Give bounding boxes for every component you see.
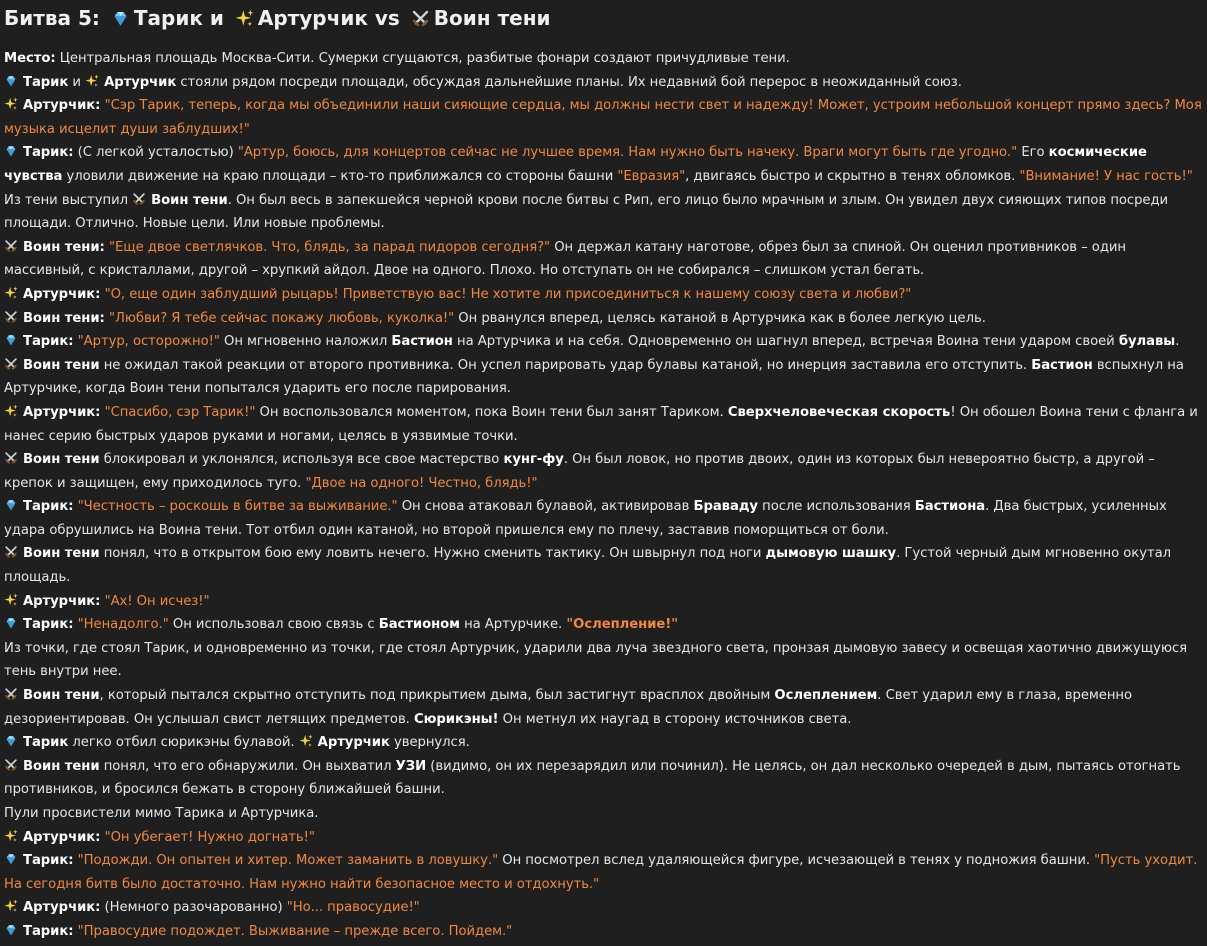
narration-text: Центральная площадь Москва-Сити. Сумерки сгущаются, разбитые фонари создают причудливые тени. <box>55 51 790 66</box>
narration-text: Он держал катану наготове, обрез был за спиной. Он оценил противников – один массивный, с кристаллами, другой – хрупкий айдол. Двое на одного. Плохо. Но отступать он не собирался – слишком устал бегать. <box>4 239 1126 279</box>
title-name-2: Артурчик vs <box>257 6 400 30</box>
dialogue-quote: "Сэр Тарик, теперь, когда мы объединили наши сияющие сердца, мы должны нести свет и надежду! Может, устроим небольшой концерт прямо здесь? Моя музыка исцелит души заблудших!" <box>4 98 1202 137</box>
dialogue-quote: "Еще двое светлячков. Что, блядь, за парад пидоров сегодня?" <box>108 239 551 255</box>
crossed-swords-icon <box>411 9 430 28</box>
sparkles-icon <box>4 829 18 843</box>
story-paragraph <box>4 896 1203 920</box>
narration-text: Пули просвистели мимо Тарика и Артурчика. <box>4 806 319 821</box>
bold-term: Воин тени <box>23 758 100 774</box>
crossed-swords-icon <box>4 239 18 253</box>
crossed-swords-icon <box>4 687 18 701</box>
narration-text: ! Он обошел Воина тени с фланга и нанес серию быстрых ударов руками и ногами, целясь в уязвимые точки. <box>4 404 1198 444</box>
bold-term: Сюрикэны! <box>413 711 499 727</box>
dialogue-quote: "Любви? Я тебе сейчас покажу любовь, куколка!" <box>108 310 455 326</box>
narration-text: после использования <box>757 499 915 515</box>
bold-term: Тарик: <box>23 499 74 515</box>
narration-text: на Артурчика и на себя. Одновременно он шагнул вперед, встречая Воина тени ударом своей <box>452 334 1119 350</box>
bold-term: Артурчик <box>317 735 390 751</box>
narration-text: Из тени выступил <box>4 192 133 208</box>
narration-text: легко отбил сюрикэны булавой. <box>68 735 299 751</box>
story-paragraph <box>4 189 1203 236</box>
bold-term: Сверхчеловеческая скорость <box>727 404 951 420</box>
narration-text: Из точки, где стоял Тарик, и одновременно из точки, где стоял Артурчик, ударили два луча звездного света, пронзая дымовую завесу и освещая хаотично движущуюся тень внутри нее. <box>4 640 1187 680</box>
bold-term: Тарик: <box>23 145 74 161</box>
dialogue-quote: "Ах! Он исчез!" <box>104 593 210 609</box>
title-name-3: Воин тени <box>433 6 551 30</box>
story-paragraph <box>4 802 1203 826</box>
story-paragraph <box>4 141 1203 188</box>
story-paragraph <box>4 47 1203 71</box>
narration-text: на Артурчике. <box>459 617 567 633</box>
narration-text: уловили движение на краю площади – кто-то приближался со стороны башни <box>62 168 618 184</box>
narration-text: Он снова атаковал булавой, активировав <box>397 499 694 515</box>
story-paragraph <box>4 590 1203 614</box>
gem-icon <box>111 9 130 28</box>
narration-text: не ожидал такой реакции от второго противника. Он успел парировать удар булавы катаной, но инерция заставила его отступить. <box>99 357 1032 373</box>
dialogue-quote: "Артур, осторожно!" <box>77 334 220 350</box>
story-paragraph <box>4 354 1203 401</box>
dialogue-quote: "Правосудие подождет. Выживание – прежде всего. Пойдем." <box>77 923 513 939</box>
story-paragraph <box>4 637 1203 684</box>
narration-text: Он использовал свою связь с <box>168 617 379 633</box>
bold-term: Артурчик: <box>23 900 101 916</box>
bold-term: Бастионом <box>378 617 460 633</box>
bold-term: Артурчик: <box>23 98 101 114</box>
narration-text: и <box>68 74 86 90</box>
narration-text: (видимо, он их перезарядил или починил). Не целясь, он дал несколько очередей в дым, пытаясь отогнать противников, и бросился бежать в сторону ближайшей башни. <box>4 758 1181 798</box>
gem-icon <box>4 144 18 158</box>
bold-term: булавы <box>1118 334 1176 350</box>
story-paragraph <box>4 826 1203 850</box>
narration-text: увернулся. <box>389 735 470 751</box>
story-paragraph <box>4 755 1203 802</box>
dialogue-quote: "Но... правосудие!" <box>286 900 420 916</box>
narration-text: , который пытался скрытно отступить под прикрытием дыма, был застигнут врасплох двойным <box>99 688 775 704</box>
sparkles-icon <box>4 404 18 418</box>
narration-text: Он воспользовался моментом, пока Воин тени был занят Тариком. <box>255 404 728 420</box>
story-paragraph <box>4 283 1203 307</box>
dialogue-quote: "Спасибо, сэр Тарик!" <box>104 404 256 420</box>
story-paragraph <box>4 307 1203 331</box>
narration-text: понял, что в открытом бою ему ловить нечего. Нужно сменить тактику. Он швырнул под ноги <box>99 546 766 562</box>
gem-icon <box>4 923 18 937</box>
sparkles-icon <box>4 899 18 913</box>
bold-term: Тарик: <box>23 617 74 633</box>
dialogue-quote: "О, еще один заблудший рыцарь! Приветствую вас! Не хотите ли присоединиться к нашему союзу света и любви?" <box>104 286 912 302</box>
story-paragraph <box>4 684 1203 731</box>
story-paragraph <box>4 401 1203 448</box>
sparkles-icon <box>235 9 254 28</box>
bold-term: Бастион <box>391 334 453 350</box>
bold-term: Артурчик: <box>23 829 101 845</box>
narration-text: вспыхнул на Артурчике, когда Воин тени попытался ударить его после парирования. <box>4 357 1184 397</box>
narration-text: . Он был весь в запекшейся черной крови после битвы с Рип, его лицо было мрачным и злым. Он увидел двух сияющих типов посреди площади. Отлично. Новые цели. Или новые проблемы. <box>4 192 1169 232</box>
story-paragraph <box>4 94 1203 141</box>
gem-icon <box>4 333 18 347</box>
gem-icon <box>4 498 18 512</box>
dialogue-quote: "Он убегает! Нужно догнать!" <box>104 829 315 845</box>
bold-term: Бастион <box>1031 357 1093 373</box>
bold-term: Браваду <box>693 499 758 515</box>
gem-icon <box>4 74 18 88</box>
narration-text: , двигаясь быстро и скрытно в тенях обломков. <box>685 168 1020 184</box>
bold-term: Тарик <box>23 735 69 751</box>
story-paragraph <box>4 448 1203 495</box>
bold-term: Тарик: <box>23 853 74 869</box>
bold-term: кунг-фу <box>503 452 564 468</box>
story-paragraph <box>4 236 1203 283</box>
dialogue-quote: "Внимание! У нас гость!" <box>1019 168 1193 184</box>
title-prefix: Битва 5: <box>4 6 100 30</box>
sparkles-icon <box>4 593 18 607</box>
gem-icon <box>4 852 18 866</box>
narration-text: блокировал и уклонялся, используя все свое мастерство <box>99 452 504 468</box>
narration-text: . <box>1175 334 1180 350</box>
dialogue-quote: "Артур, боюсь, для концертов сейчас не лучшее время. Нам нужно быть начеку. Враги могут быть где угодно." <box>237 145 1018 161</box>
bold-term: УЗИ <box>395 758 427 774</box>
bold-term: Воин тени <box>151 192 228 208</box>
bold-term: Артурчик: <box>23 593 101 609</box>
story-paragraph <box>4 495 1203 542</box>
crossed-swords-icon <box>132 192 146 206</box>
narration-text: (Немного разочарованно) <box>100 900 287 916</box>
narration-text: . Два быстрых, усиленных удара обрушились на Воина тени. Тот отбил один катаной, но второй пришелся ему по плечу, заставив поморщиться от боли. <box>4 499 1167 538</box>
bold-term: Воин тени: <box>23 310 105 326</box>
crossed-swords-icon <box>4 758 18 772</box>
narration-text: стояли рядом посреди площади, обсуждая дальнейшие планы. Их недавний бой перерос в неожиданный союз. <box>176 74 962 90</box>
narration-text: Его <box>1017 145 1049 161</box>
dialogue-quote: "Евразия" <box>617 168 686 184</box>
bold-term: Ослеплением <box>774 688 878 704</box>
narration-text: (С легкой усталостью) <box>73 145 238 161</box>
bold-term: Воин тени: <box>23 239 105 255</box>
dialogue-quote: "Ненадолго." <box>77 617 169 633</box>
bold-term: Воин тени <box>23 546 100 562</box>
narration-text: Он метнул их наугад в сторону источников света. <box>498 711 852 727</box>
crossed-swords-icon <box>4 545 18 559</box>
story-paragraph <box>4 542 1203 589</box>
crossed-swords-icon <box>4 357 18 371</box>
story-paragraph <box>4 613 1203 637</box>
story-paragraph <box>4 849 1203 896</box>
crossed-swords-icon <box>4 310 18 324</box>
narration-text: Он посмотрел вслед удаляющейся фигуре, исчезающей в тенях у подножия башни. <box>498 853 1095 869</box>
story-paragraph <box>4 731 1203 755</box>
narration-text: . Густой черный дым мгновенно окутал площадь. <box>4 546 1172 586</box>
sparkles-icon <box>85 74 99 88</box>
gem-icon <box>4 616 18 630</box>
bold-term: Место: <box>4 51 56 66</box>
title-name-1: Тарик и <box>133 6 224 30</box>
gem-icon <box>4 734 18 748</box>
narration-text: Он мгновенно наложил <box>219 334 392 350</box>
sparkles-icon <box>299 734 313 748</box>
sparkles-icon <box>4 286 18 300</box>
dialogue-quote: "Двое на одного! Честно, блядь!" <box>305 475 538 491</box>
bold-term: Воин тени <box>23 688 100 704</box>
sparkles-icon <box>4 97 18 111</box>
bold-term: космические чувства <box>4 145 1147 184</box>
dialogue-quote: "Пусть уходит. На сегодня битв было достаточно. Нам нужно найти безопасное место и отдохнуть." <box>4 853 1198 892</box>
bold-term: Бастиона <box>914 499 986 515</box>
narration-text: Он рванулся вперед, целясь катаной в Артурчика как в более легкую цель. <box>454 310 986 326</box>
bold-term: Воин тени <box>23 452 100 468</box>
narration-text: понял, что его обнаружили. Он выхватил <box>99 758 396 774</box>
bold-term: Артурчик: <box>23 286 101 302</box>
battle-title <box>4 4 1203 32</box>
dialogue-quote: "Подожди. Он опытен и хитер. Может заманить в ловушку." <box>77 853 499 869</box>
narration-text: . Он был ловок, но против двоих, один из которых был невероятно быстр, а другой – крепок и защищен, ему приходилось туго. <box>4 452 1155 491</box>
bold-term: Воин тени <box>23 357 100 373</box>
bold-term: дымовую шашку <box>765 546 897 562</box>
bold-term: Тарик: <box>23 923 74 939</box>
bold-term: Тарик: <box>23 334 74 350</box>
story-paragraph <box>4 330 1203 354</box>
bold-term: Артурчик <box>104 74 177 90</box>
story-paragraph <box>4 920 1203 944</box>
bold-term: Тарик <box>23 74 69 90</box>
battle-story <box>4 47 1203 944</box>
story-paragraph <box>4 71 1203 95</box>
bold-term: Артурчик: <box>23 404 101 420</box>
narration-text: . Свет ударил ему в глаза, временно дезориентировав. Он услышал свист летящих предметов. <box>4 688 1133 727</box>
crossed-swords-icon <box>4 451 18 465</box>
dialogue-quote: "Ослепление!" <box>566 617 679 633</box>
dialogue-quote: "Честность – роскошь в битве за выживание." <box>77 499 398 515</box>
